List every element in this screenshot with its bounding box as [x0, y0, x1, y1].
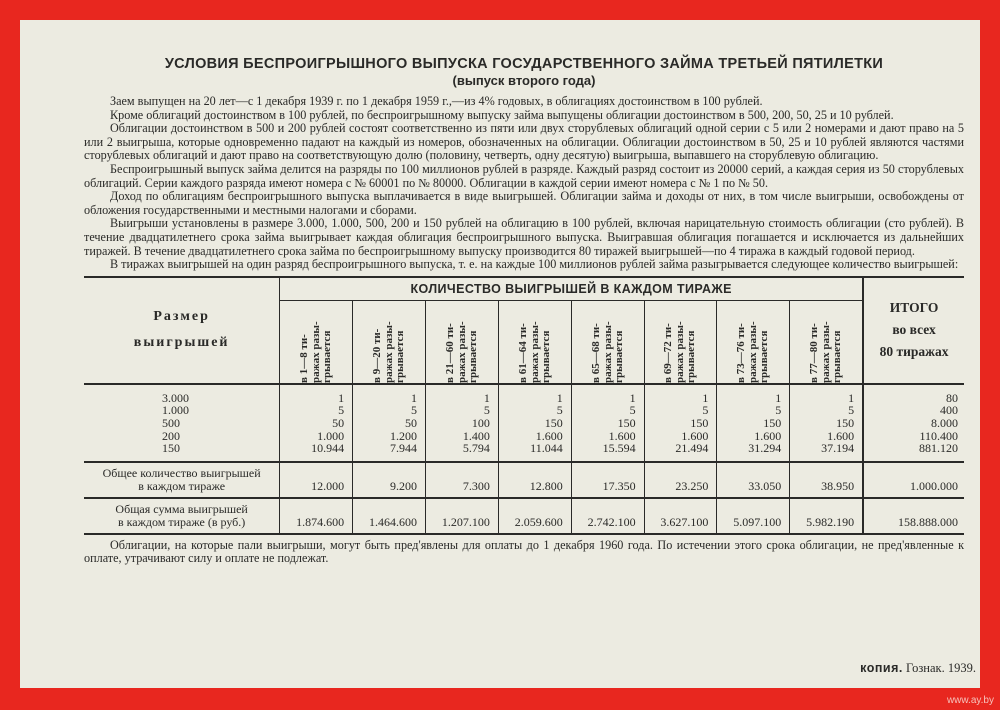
paragraph: Кроме облигаций достоинством в 100 рублей, по беспроигрышному выпуску займа выпущены облигации достоинством в 500, 200, 50, 25 и 10 рублей.	[110, 107, 894, 122]
paragraph: Выигрыши установлены в размере 3.000, 1.000, 500, 200 и 150 рублей на облигацию в 100 рублей, включая нарицательную стоимость облигации (сто рублей). В течение двадцатилетнего срока займа выигрывает каждая облигация беспроигрышного выпуска. Выигравшая облигация погашается и исключается из дальнейших тиражей. В течение двадцатилетнего срока займа по беспроигрышному выпуску производится 80 тиражей выигрышей—по 4 тиража в каждый годовой период.	[84, 216, 964, 258]
table-cell: 1.600	[498, 430, 571, 443]
column-header	[280, 300, 353, 384]
table-cell: 33.050	[717, 462, 790, 498]
table-cell: 1.874.600	[280, 498, 353, 534]
table-cell: 1	[498, 384, 571, 405]
column-header-text: в 69—72 ти- ражах разы- грывается	[662, 321, 698, 383]
label-line: в каждом тираже (в руб.)	[117, 514, 246, 529]
table-cell: 5	[644, 404, 717, 417]
table-cell: 1	[425, 384, 498, 405]
sum-row	[84, 498, 964, 534]
table-cell: 150	[644, 417, 717, 430]
goznak-mark: Гознак. 1939.	[905, 661, 976, 675]
table-cell-total: 1.000.000	[863, 462, 964, 498]
table-cell: 1.600	[571, 430, 644, 443]
paragraph: Облигации достоинством в 500 и 200 рублей состоят соответственно из пяти или двух сторублевых облигаций одной серии с 5 или 2 номерами и дают право на 5 или 2 выигрыша, которые одновременно падают на каждый из номеров, обозначенных на облигации. Облигации достоинством в 50, 25 и 10 рублей являются частями сторублевых облигаций и дают право на соответствующую долю (половину, четверть, одну десятую) выигрыша, выпавшего на сторублевую облигацию.	[84, 121, 964, 163]
table-cell: 1.600	[717, 430, 790, 443]
table-cell: 5	[571, 404, 644, 417]
column-header-text: в 77—80 ти- ражах разы- грывается	[807, 321, 843, 383]
table-cell: 2.742.100	[571, 498, 644, 534]
table-cell: 150	[836, 415, 855, 430]
label-line: в каждом тираже	[138, 478, 226, 493]
column-header-text: в 73—76 ти- ражах разы- грывается	[735, 321, 771, 383]
prize-size-header	[84, 277, 280, 384]
column-header	[790, 300, 863, 384]
column-header-text: в 61—64 ти- ражах разы- грывается	[516, 321, 552, 383]
prize-size: 1.000	[84, 404, 280, 417]
table-cell: 50	[280, 417, 353, 430]
column-header	[498, 300, 571, 384]
table-cell: 31.294	[717, 442, 790, 462]
table-cell: 150	[498, 417, 571, 430]
group-header: КОЛИЧЕСТВО ВЫИГРЫШЕЙ В КАЖДОМ ТИРАЖЕ	[280, 277, 863, 301]
table-cell: 1.600	[827, 428, 855, 443]
table-cell: 11.044	[498, 442, 571, 462]
table-cell: 1	[848, 390, 855, 405]
page-subtitle: (выпуск второго года)	[452, 73, 596, 88]
prize-size: 500	[84, 417, 280, 430]
header-line: 80 тиражах	[879, 344, 949, 360]
table-cell: 5	[425, 404, 498, 417]
table-cell: 3.627.100	[644, 498, 717, 534]
table-cell: 1	[280, 384, 353, 405]
column-header-text: в 21—60 ти- ражах разы- грывается	[443, 321, 479, 383]
header-line: выигрышей	[133, 335, 230, 351]
paragraph: Беспроигрышный выпуск займа делится на разряды по 100 миллионов рублей в разряде. Каждый разряд состоит из 20000 серий, а каждая серия из 50 сторублевых облигаций. Серии каждого разряда имеют номера с № 60001 по № 80000. Облигации в каждой серии имеют номера с № 1 по № 50.	[84, 161, 964, 190]
column-header	[353, 300, 426, 384]
table-cell: 5	[280, 404, 353, 417]
table-cell: 1.600	[644, 430, 717, 443]
bond-sheet	[20, 20, 980, 688]
table-row	[84, 442, 964, 462]
column-header-text: в 1—8 ти- ражах разы- грывается	[297, 321, 333, 383]
table-cell: 12.000	[280, 462, 353, 498]
table-cell: 37.194	[821, 441, 855, 456]
prize-size: 200	[84, 430, 280, 443]
table-cell-total: 110.400	[863, 430, 964, 443]
column-header-text: в 9—20 ти- ражах разы- грывается	[370, 321, 406, 383]
header-line: во всех	[892, 322, 936, 338]
table-cell: 10.944	[280, 442, 353, 462]
paragraph: Заем выпущен на 20 лет—с 1 декабря 1939 г. по 1 декабря 1959 г.,—из 4% годовых, в облигациях достоинством в 100 рублей.	[110, 94, 763, 108]
prize-size: 3.000	[84, 384, 280, 405]
table-cell: 2.059.600	[498, 498, 571, 534]
table-cell-total: 881.120	[863, 442, 964, 462]
paragraph: В тиражах выигрышей на один разряд беспроигрышного выпуска, т. е. на каждые 100 миллионов рублей займа разыгрывается следующее количество выигрышей:	[110, 257, 959, 272]
table-cell-total: 400	[863, 404, 964, 417]
table-cell: 5.982.190	[790, 498, 863, 534]
table-cell: 1.464.600	[353, 498, 426, 534]
table-cell-total: 158.888.000	[863, 498, 964, 534]
footer-note: Облигации, на которые пали выигрыши, могут быть пред'явлены для оплаты до 1 декабря 1960 года. По истечении этого срока облигации, не пред'явленные к оплате, утрачивают силу и оплате не подлежат.	[84, 537, 964, 566]
site-watermark: www.ay.by	[946, 695, 994, 706]
table-cell: 100	[425, 417, 498, 430]
table-cell-total: 80	[863, 384, 964, 405]
total-header	[863, 277, 964, 384]
table-cell: 5	[353, 404, 426, 417]
paragraph: Доход по облигациям беспроигрышного выпуска выплачивается в виде выигрышей. Облигации займа и доходы от них, в том числе выигрыши, освобождены от обложения государственными и местными налогами и сборами.	[84, 189, 964, 217]
table-cell: 1.200	[353, 430, 426, 443]
table-cell: 150	[717, 417, 790, 430]
table-cell: 150	[571, 417, 644, 430]
column-header	[571, 300, 644, 384]
document-body	[84, 56, 964, 578]
table-cell: 9.200	[353, 462, 426, 498]
copy-mark: копия.	[860, 661, 903, 675]
table-cell: 38.950	[790, 462, 863, 498]
label-line: Общее количество выигрышей	[102, 465, 261, 480]
table-row	[84, 404, 964, 417]
table-cell: 50	[353, 417, 426, 430]
table-cell: 5.794	[425, 442, 498, 462]
table-cell: 1.400	[425, 430, 498, 443]
table-cell: 15.594	[571, 442, 644, 462]
table-cell: 5.097.100	[717, 498, 790, 534]
table-cell: 5	[498, 404, 571, 417]
prize-rows	[84, 384, 964, 462]
table-cell: 1	[717, 384, 790, 405]
label-line: Общая сумма выигрышей	[115, 501, 248, 516]
table-cell: 1.000	[280, 430, 353, 443]
page-title: УСЛОВИЯ БЕСПРОИГРЫШНОГО ВЫПУСКА ГОСУДАРСТВЕННОГО ЗАЙМА ТРЕТЬЕЙ ПЯТИЛЕТКИ	[164, 56, 884, 72]
table-row	[84, 417, 964, 430]
header-line: ИТОГО	[889, 300, 939, 316]
table-cell: 21.494	[644, 442, 717, 462]
table-cell: 12.800	[498, 462, 571, 498]
column-header	[644, 300, 717, 384]
header-line: Размер	[153, 309, 210, 325]
prize-size: 150	[84, 442, 280, 462]
table-cell: 1.207.100	[425, 498, 498, 534]
table-cell: 1	[353, 384, 426, 405]
column-header-text: в 65—68 ти- ражах разы- грывается	[589, 321, 625, 383]
table-cell: 23.250	[644, 462, 717, 498]
column-header	[425, 300, 498, 384]
winnings-table	[84, 276, 964, 535]
count-row-label	[84, 462, 280, 498]
sum-row-label	[84, 498, 280, 534]
table-cell-total: 8.000	[863, 417, 964, 430]
column-header	[717, 300, 790, 384]
printer-imprint	[860, 661, 976, 676]
table-cell: 17.350	[571, 462, 644, 498]
count-row	[84, 462, 964, 498]
table-cell: 7.944	[353, 442, 426, 462]
table-cell: 5	[717, 404, 790, 417]
table-cell: 7.300	[425, 462, 498, 498]
table-cell: 5	[848, 403, 855, 418]
table-cell: 1	[644, 384, 717, 405]
table-cell: 1	[571, 384, 644, 405]
table-row	[84, 384, 964, 405]
